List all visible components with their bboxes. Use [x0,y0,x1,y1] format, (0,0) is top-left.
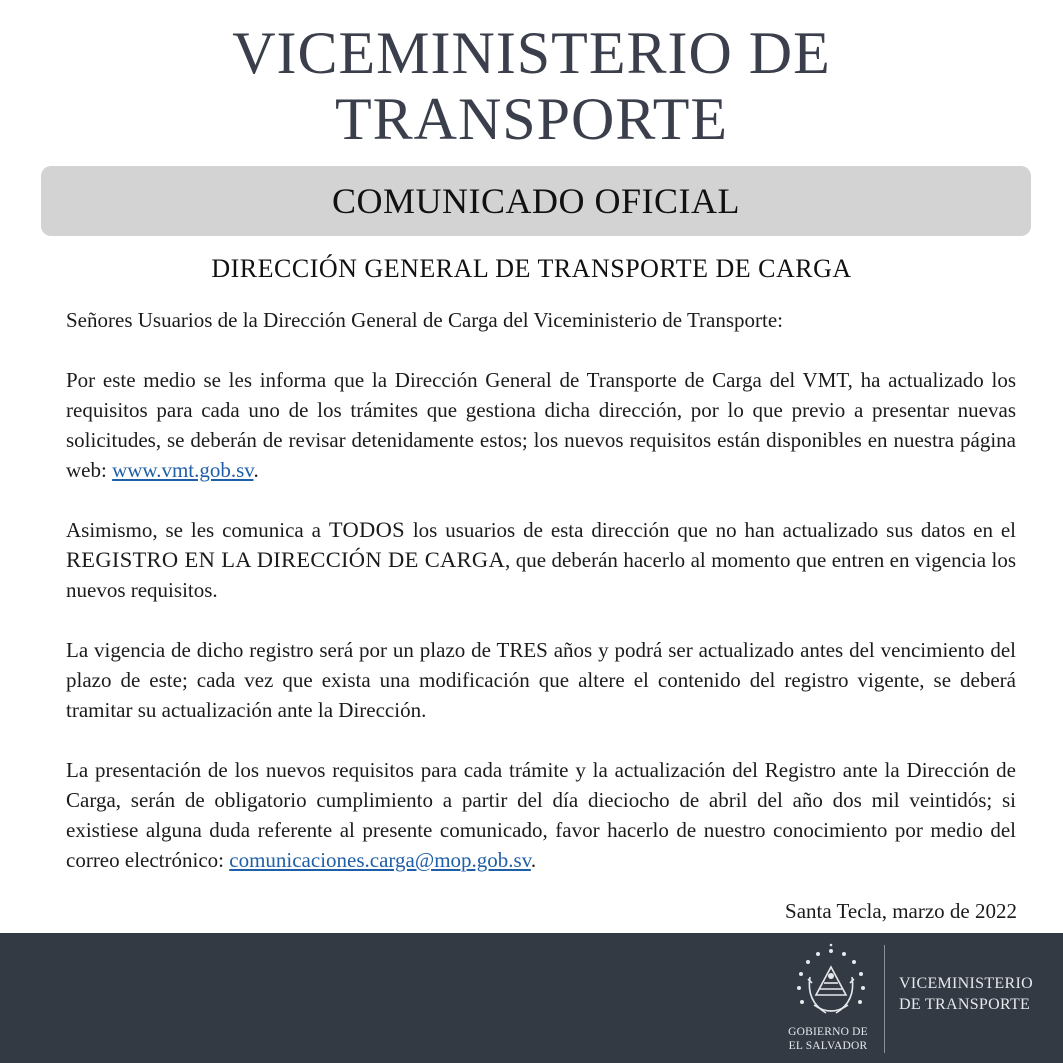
website-link[interactable]: www.vmt.gob.sv [112,458,254,482]
notice-body [66,305,1016,875]
coat-of-arms-icon [786,943,876,1033]
paragraph-4 [66,755,1016,875]
gov-line-1: GOBIERNO DE [788,1026,868,1038]
email-link[interactable]: comunicaciones.carga@mop.gob.sv [229,848,531,872]
paragraph-2-a: Asimismo, se les comunica a [66,518,329,542]
vmt-label [899,973,1059,1015]
paragraph-1-end: . [253,458,259,482]
banner-label: COMUNICADO OFICIAL [331,181,740,221]
paragraph-2 [66,515,1016,605]
paragraph-4-end: . [530,848,537,872]
vmt-line-2: DE TRANSPORTE [899,996,1031,1013]
paragraph-2-c: los usuarios de esta dirección que no han actualizado sus datos en el [404,518,1016,542]
department-heading: DIRECCIÓN GENERAL DE TRANSPORTE DE CARGA [211,254,852,283]
paragraph-4-text: La presentación de los nuevos requisitos para cada trámite y la actualización del Registro ante la Dirección de Carga, serán de obligatorio cumplimiento a partir del día dieciocho de abril del año dos mil veintidós; si existiese alguna duda referente al presente comunicado, favor hacerlo de nuestro conocimiento por medio del correo electrónico: [66,758,1016,872]
title-line-1: VICEMINISTERIO DE [232,20,831,86]
government-label [778,1025,878,1053]
vmt-line-1: VICEMINISTERIO [899,975,1033,992]
paragraph-1-text: Por este medio se les informa que la Dirección General de Transporte de Carga del VMT, ha actualizado los requisitos para cada uno de los trámites que gestiona dicha dirección, por lo que previo a presentar nuevas solicitudes, se deberán de revisar detenidamente estos; los nuevos requisitos están disponibles en nuestra página web: [66,368,1016,482]
official-notice-banner [41,166,1031,236]
gov-line-2: EL SALVADOR [788,1040,868,1052]
page-title [0,20,1063,152]
salutation: Señores Usuarios de la Dirección General de Carga del Viceministerio de Transporte: [66,308,784,332]
paragraph-2-e: , que deberán hacerlo al momento que entren en vigencia los nuevos requisitos. [66,548,1016,602]
footer-bar [0,933,1063,1063]
title-line-2: TRANSPORTE [334,86,729,152]
emphasis-todos: TODOS [328,517,405,542]
place-and-date: Santa Tecla, marzo de 2022 [785,899,1017,923]
paragraph-3: La vigencia de dicho registro será por un plazo de TRES años y podrá ser actualizado antes del vencimiento del plazo de este; cada vez que exista una modificación que altere el contenido del registro vigente, se deberá tramitar su actualización ante la Dirección. [66,638,1016,722]
footer-divider [884,945,885,1053]
paragraph-1 [66,365,1016,485]
emphasis-registro: REGISTRO EN LA DIRECCIÓN DE CARGA [66,547,505,572]
